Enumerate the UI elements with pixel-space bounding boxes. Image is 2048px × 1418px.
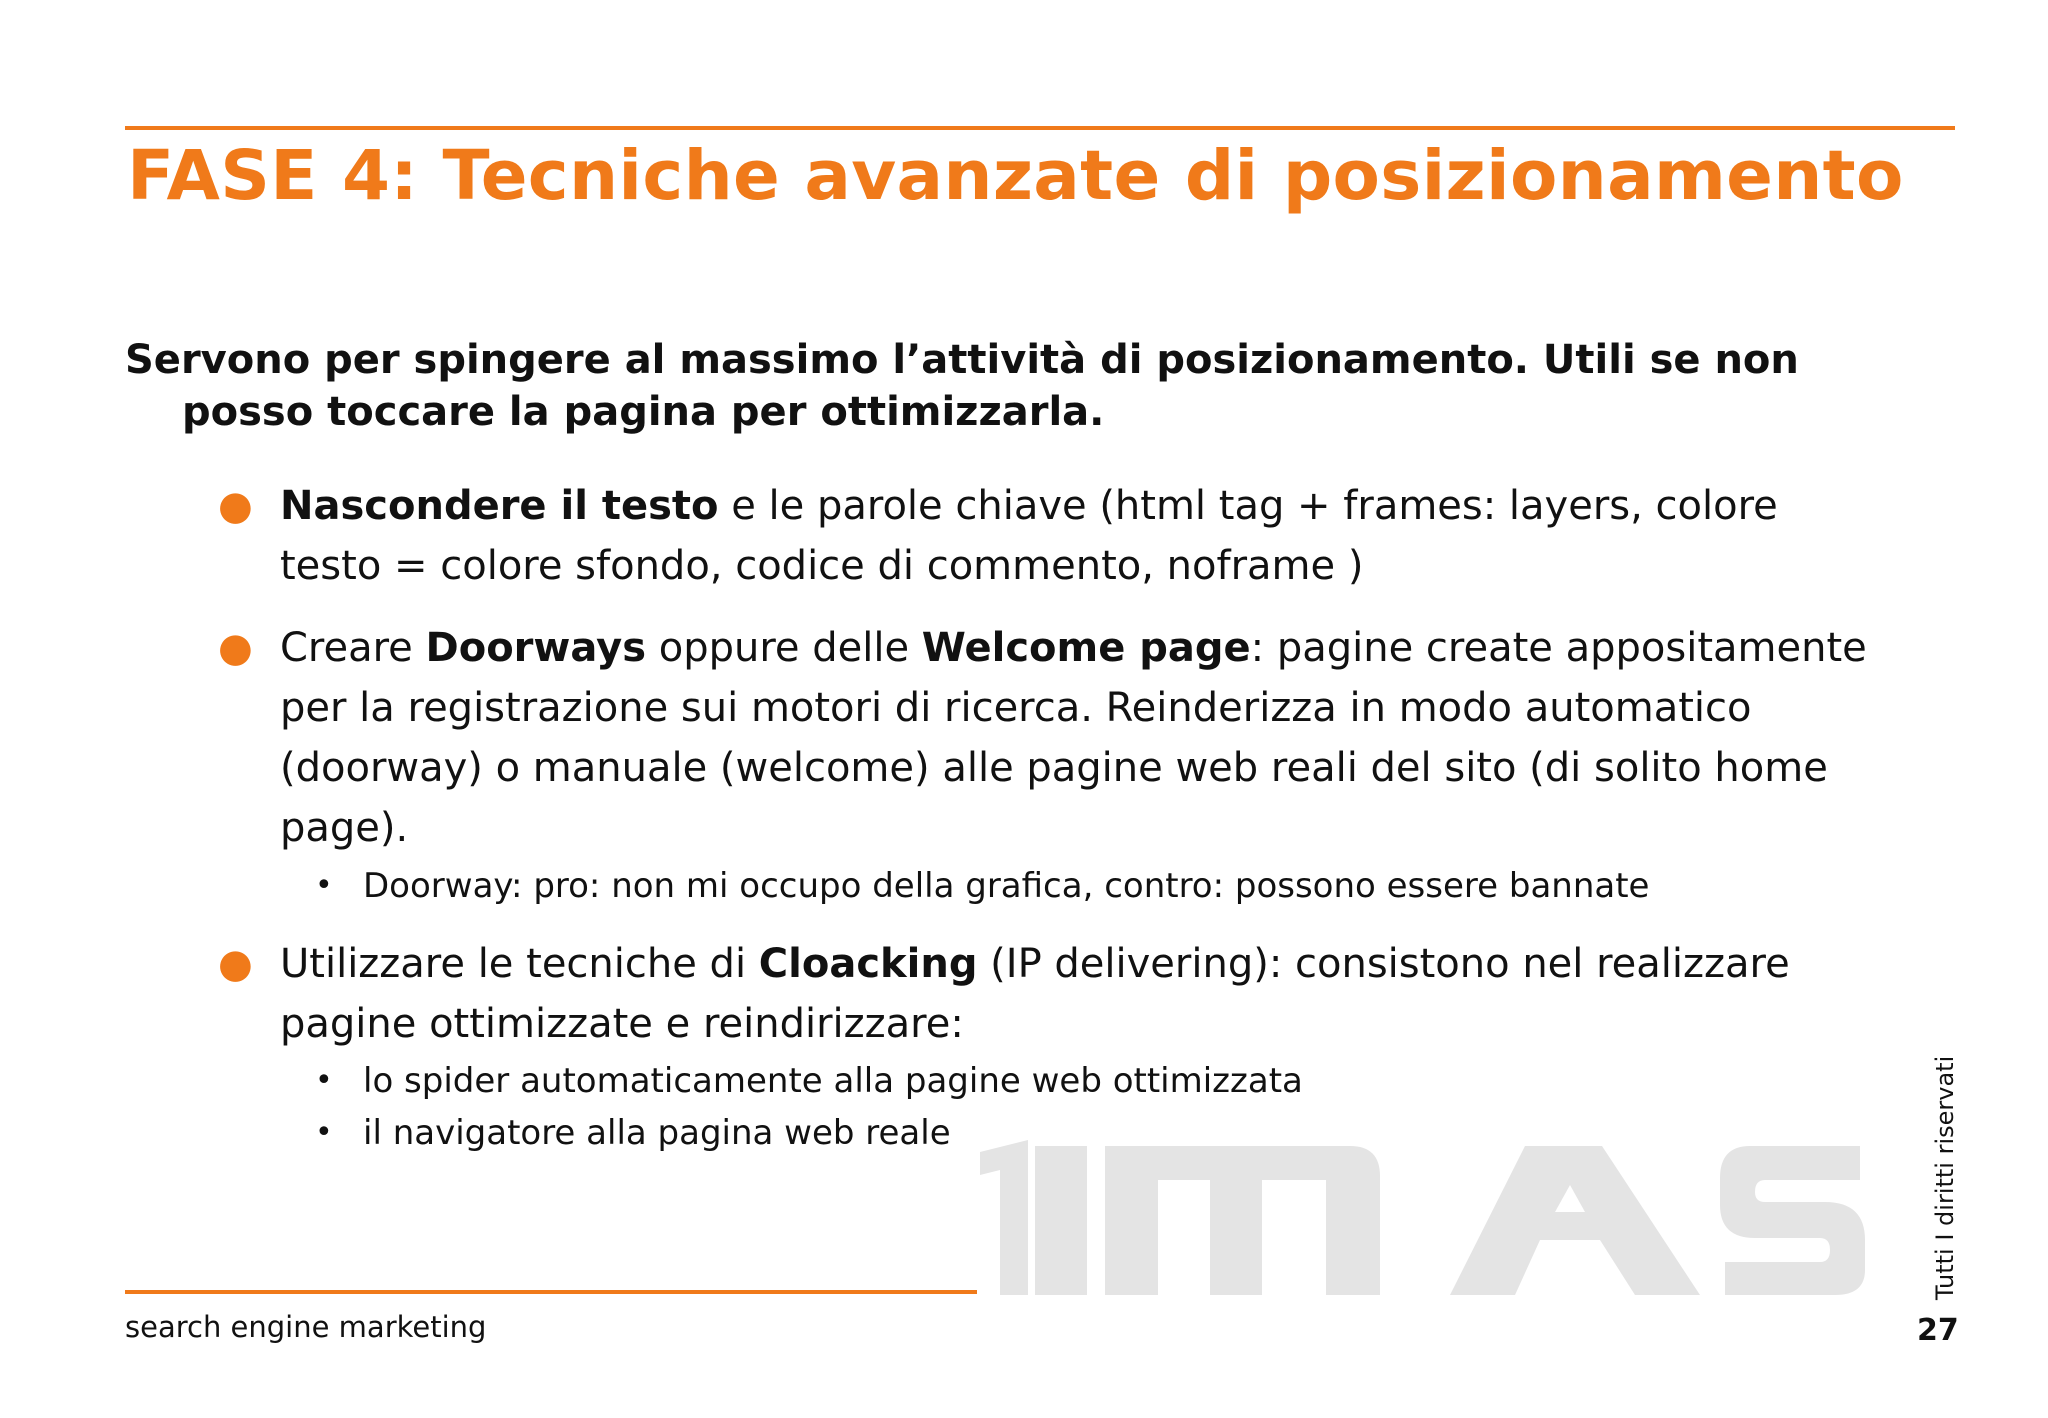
bullet-dot-icon: ● <box>218 941 253 987</box>
intro-text: Servono per spingere al massimo l’attività di posizionamento. Utili se non posso toccare la pagina per ottimizzarla. <box>125 337 1799 435</box>
bullet-dot-icon: ● <box>218 625 253 671</box>
sub-bullet-dot-icon: • <box>315 1115 333 1150</box>
bullet-text: (IP delivering): consistono nel realizzare pagine ottimizzate e reindirizzare: <box>280 941 1790 1047</box>
sub-bullet-dot-icon: • <box>315 868 333 903</box>
footer-rule <box>125 1290 977 1294</box>
bullet-text: Utilizzare le tecniche di <box>280 941 759 987</box>
bullet-text: e le parole chiave (html tag + frames: layers, colore testo = colore sfondo, codice di commento, noframe ) <box>280 483 1778 589</box>
bullet-text: Creare <box>280 625 426 671</box>
slide-title: FASE 4: Tecniche avanzate di posizionamento <box>127 136 1904 216</box>
bullet-cloacking <box>218 934 1880 1054</box>
footer-text: search engine marketing <box>125 1310 487 1344</box>
bullet-bold: Doorways <box>425 625 647 671</box>
bullet-doorways <box>218 618 1880 858</box>
page-number: 27 <box>1917 1313 1959 1348</box>
bullet-text: oppure delle <box>646 625 922 671</box>
sub-bullet <box>315 861 1863 911</box>
bullet-bold: Welcome page <box>921 625 1251 671</box>
sub-bullet-text: lo spider automaticamente alla pagine web ottimizzata <box>363 1061 1303 1101</box>
sub-bullet-text: il navigatore alla pagina web reale <box>363 1113 951 1153</box>
sub-bullet-text: Doorway: pro: non mi occupo della grafica, contro: possono essere bannate <box>363 866 1650 906</box>
bullet-text: : pagine create appositamente per la registrazione sui motori di ricerca. Reinderizza in modo automatico (doorway) o manuale (welcome) alle pagine web reali del sito (di solito home page). <box>280 625 1867 851</box>
copyright-text: Tutti I diritti riservati <box>1931 1055 1959 1300</box>
imas-logo-watermark-icon <box>980 1140 1870 1300</box>
title-rule <box>125 126 1955 130</box>
bullet-bold: Cloacking <box>758 941 978 987</box>
sub-bullet <box>315 1056 1863 1106</box>
bullet-dot-icon: ● <box>218 483 253 529</box>
bullet-hide-text <box>218 476 1880 596</box>
bullet-bold: Nascondere il testo <box>280 483 719 529</box>
sub-bullet-dot-icon: • <box>315 1063 333 1098</box>
